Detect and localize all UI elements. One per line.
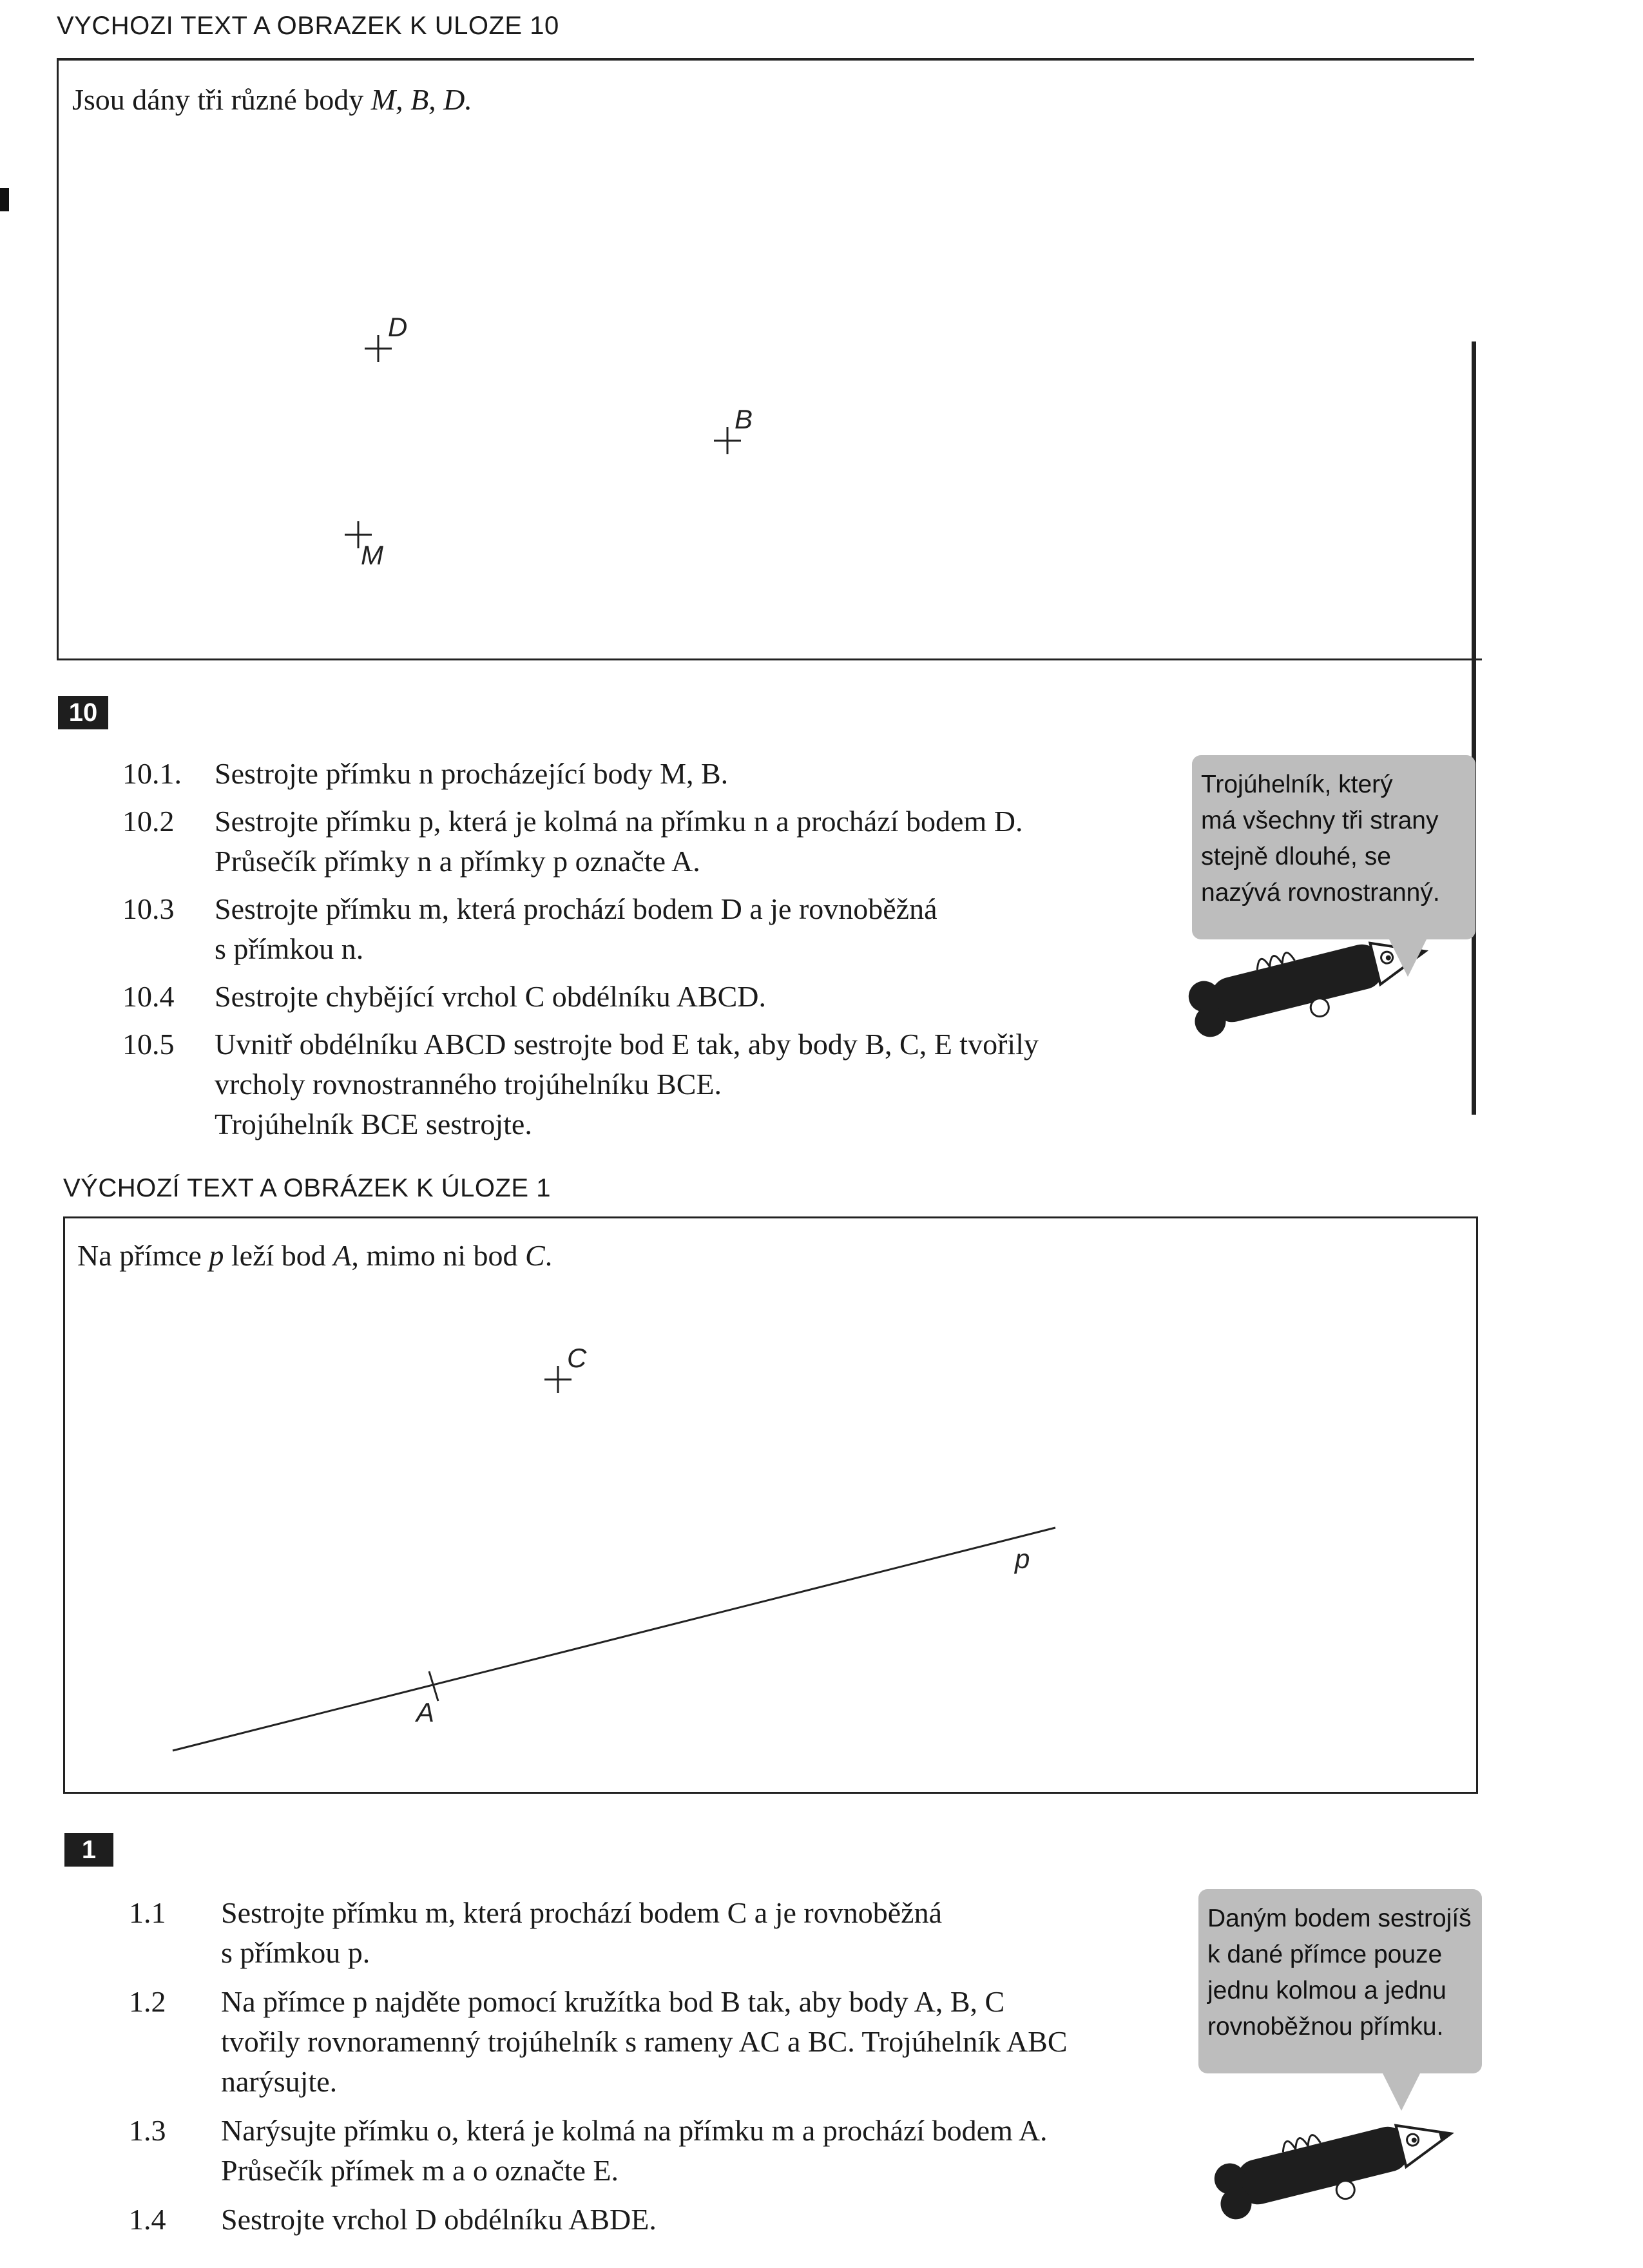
task-text-line: Na přímce p najděte pomocí kružítka bod B tak, aby body A, B, C bbox=[221, 1985, 1005, 2018]
task-text-line: tvořily rovnoramenný trojúhelník s rameny AC a BC. Trojúhelník ABC bbox=[221, 2025, 1068, 2058]
section2-intro-text: Na přímce bbox=[77, 1239, 209, 1272]
task-number: 1.1 bbox=[129, 1896, 166, 1929]
task-text-line: Sestrojte chybějící vrchol C obdélníku ABCD. bbox=[215, 980, 767, 1013]
point-A-label: A bbox=[416, 1697, 435, 1727]
task-number: 10.3 bbox=[122, 892, 175, 925]
task-text-line: Sestrojte přímku p, která je kolmá na přímku n a prochází bodem D. bbox=[215, 805, 1023, 838]
task-number-badge: 1 bbox=[64, 1833, 113, 1867]
task-text-line: Průsečík přímky n a přímky p označte A. bbox=[215, 845, 700, 878]
section2-hint-bubble bbox=[1198, 1889, 1482, 2073]
section2-intro-text: . bbox=[544, 1239, 553, 1272]
task-text-line: narýsujte. bbox=[221, 2065, 338, 2098]
hint-line: Trojúhelník, který bbox=[1201, 771, 1393, 798]
section2-intro-p: p bbox=[209, 1239, 224, 1272]
pencil-mascot-icon bbox=[1209, 2102, 1463, 2229]
task-number: 10.1. bbox=[122, 757, 182, 790]
section2-intro-C: C bbox=[525, 1239, 545, 1272]
hint-bubble-tail bbox=[1382, 2072, 1421, 2111]
point-B-label: B bbox=[735, 404, 753, 434]
task-number-badge: 10 bbox=[58, 696, 108, 729]
point-M-label: M bbox=[361, 540, 383, 570]
section2-heading: VÝCHOZÍ TEXT A OBRÁZEK K ÚLOZE 1 bbox=[63, 1174, 551, 1202]
task-number: 10.2 bbox=[122, 805, 175, 838]
point-C-label: C bbox=[567, 1343, 587, 1373]
task-number: 10.4 bbox=[122, 980, 175, 1013]
task-text-line: s přímkou n. bbox=[215, 932, 364, 965]
task-text-line: Sestrojte přímku n procházející body M, B. bbox=[215, 757, 729, 790]
section2-task-list bbox=[129, 1893, 1192, 2254]
hint-line: rovnoběžnou přímku. bbox=[1207, 2013, 1444, 2041]
hint-line: jednu kolmou a jednu bbox=[1207, 1977, 1446, 2004]
section1-intro-points: M, B, D. bbox=[370, 83, 472, 116]
hint-line: stejně dlouhé, se bbox=[1201, 843, 1391, 870]
hint-line: nazývá rovnostranný. bbox=[1201, 879, 1440, 907]
hint-line: Daným bodem sestrojíš bbox=[1207, 1905, 1472, 1932]
point-B bbox=[714, 404, 753, 454]
task-text-line: Sestrojte vrchol D obdélníku ABDE. bbox=[221, 2203, 657, 2236]
section1-hint-bubble bbox=[1192, 755, 1475, 939]
section1-task-list bbox=[122, 754, 1153, 1153]
task-number: 1.2 bbox=[129, 1985, 166, 2018]
section2-intro-A: A bbox=[333, 1239, 352, 1272]
section2-intro-text: leží bod bbox=[224, 1239, 334, 1272]
task-number: 1.4 bbox=[129, 2203, 166, 2236]
hint-bubble-tail bbox=[1388, 938, 1427, 977]
task-text-line: Sestrojte přímku m, která prochází bodem D a je rovnoběžná bbox=[215, 892, 937, 925]
task-number: 1.3 bbox=[129, 2114, 166, 2147]
task-number: 10.5 bbox=[122, 1028, 175, 1061]
task-text-line: Uvnitř obdélníku ABCD sestrojte bod E tak, aby body B, C, E tvořily bbox=[215, 1028, 1039, 1061]
task-text-line: s přímkou p. bbox=[221, 1936, 370, 1969]
section1-heading: VYCHOZI TEXT A OBRAZEK K ULOZE 10 bbox=[57, 12, 559, 40]
hint-line: má všechny tři strany bbox=[1201, 807, 1439, 834]
task-text-line: vrcholy rovnostranného trojúhelníku BCE. bbox=[215, 1068, 722, 1100]
point-D bbox=[365, 312, 407, 362]
point-D-label: D bbox=[388, 312, 408, 342]
section2-figure-box bbox=[63, 1216, 1478, 1794]
section2-intro bbox=[77, 1238, 552, 1273]
section1-intro-text: Jsou dány tři různé body bbox=[72, 83, 371, 116]
point-M bbox=[345, 521, 383, 570]
task-text-line: Narýsujte přímku o, která je kolmá na přímku m a prochází bodem A. bbox=[221, 2114, 1048, 2147]
line-p-label: p bbox=[1015, 1544, 1030, 1574]
section2-intro-text: , mimo ni bod bbox=[351, 1239, 525, 1272]
task-text-line: Průsečík přímek m a o označte E. bbox=[221, 2154, 619, 2187]
task-text-line: Trojúhelník BCE sestrojte. bbox=[215, 1108, 532, 1140]
task-text-line: Sestrojte přímku m, která prochází bodem C a je rovnoběžná bbox=[221, 1896, 942, 1929]
hint-line: k dané přímce pouze bbox=[1207, 1941, 1443, 1968]
